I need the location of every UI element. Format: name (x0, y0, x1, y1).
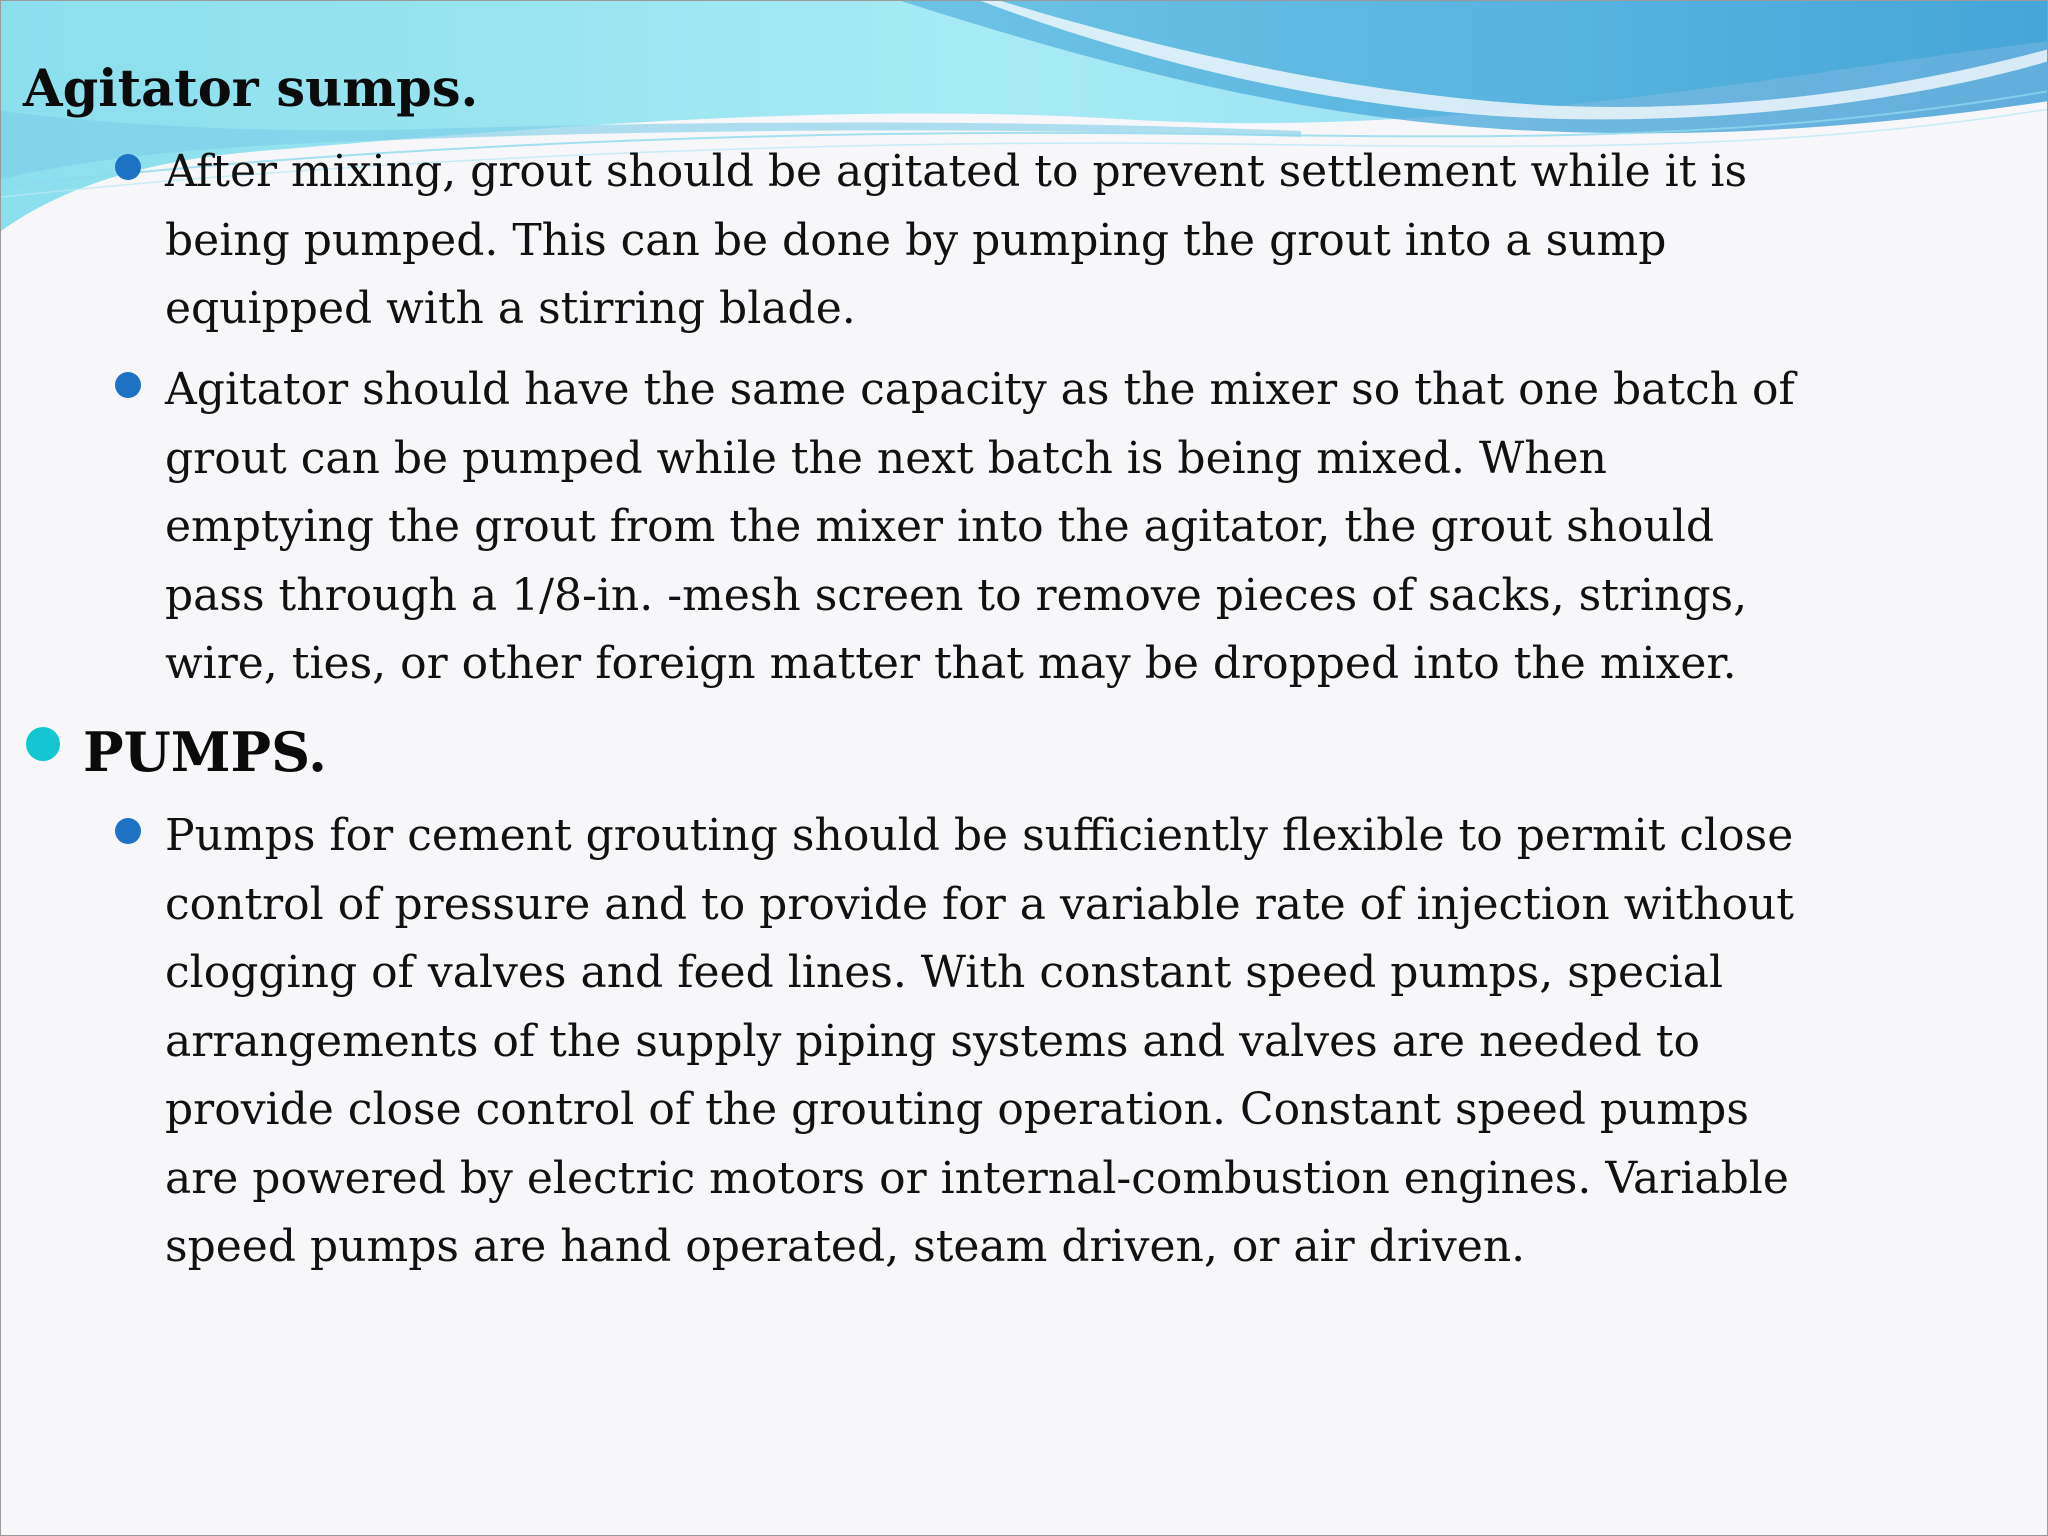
bullet-line: Agitator should have the same capacity as the mixer so that one batch of (165, 364, 1795, 415)
bullet-line: equipped with a stirring blade. (165, 283, 856, 334)
bullet-line: arrangements of the supply piping systems and valves are needed to (165, 1015, 1700, 1067)
bullet-agitator-capacity (165, 356, 2025, 699)
bullet-pumps-flexibility (165, 802, 2025, 1282)
bullet-dot-icon (115, 818, 141, 844)
bullet-line: emptying the grout from the mixer into the agitator, the grout should (165, 501, 1715, 552)
bullet-line: are powered by electric motors or internal-combustion engines. Variable (165, 1152, 1789, 1204)
bullet-line: control of pressure and to provide for a variable rate of injection without (165, 878, 1794, 930)
bullet-line: grout can be pumped while the next batch is being mixed. When (165, 432, 1607, 484)
bullet-line: speed pumps are hand operated, steam driven, or air driven. (165, 1221, 1526, 1272)
bullet-dot-icon (115, 154, 141, 180)
bullet-agitator-settlement (165, 138, 2025, 344)
bullet-line: being pumped. This can be done by pumping the grout into a sump (165, 214, 1667, 266)
bullet-line: Pumps for cement grouting should be sufficiently flexible to permit close (165, 810, 1794, 861)
bullet-dot-icon (26, 727, 60, 761)
bullet-line: clogging of valves and feed lines. With constant speed pumps, special (165, 947, 1724, 998)
slide-heading: Agitator sumps. (23, 59, 479, 119)
bullet-dot-icon (115, 372, 141, 398)
slide-content (1, 1, 2048, 1536)
bullet-line: pass through a 1/8-in. -mesh screen to remove pieces of sacks, strings, (165, 569, 1748, 621)
bullet-line: After mixing, grout should be agitated to prevent settlement while it is (165, 146, 1748, 197)
section-heading-pumps: PUMPS. (83, 720, 327, 784)
bullet-line: wire, ties, or other foreign matter that may be dropped into the mixer. (165, 638, 1737, 689)
bullet-line: provide close control of the grouting operation. Constant speed pumps (165, 1084, 1749, 1135)
